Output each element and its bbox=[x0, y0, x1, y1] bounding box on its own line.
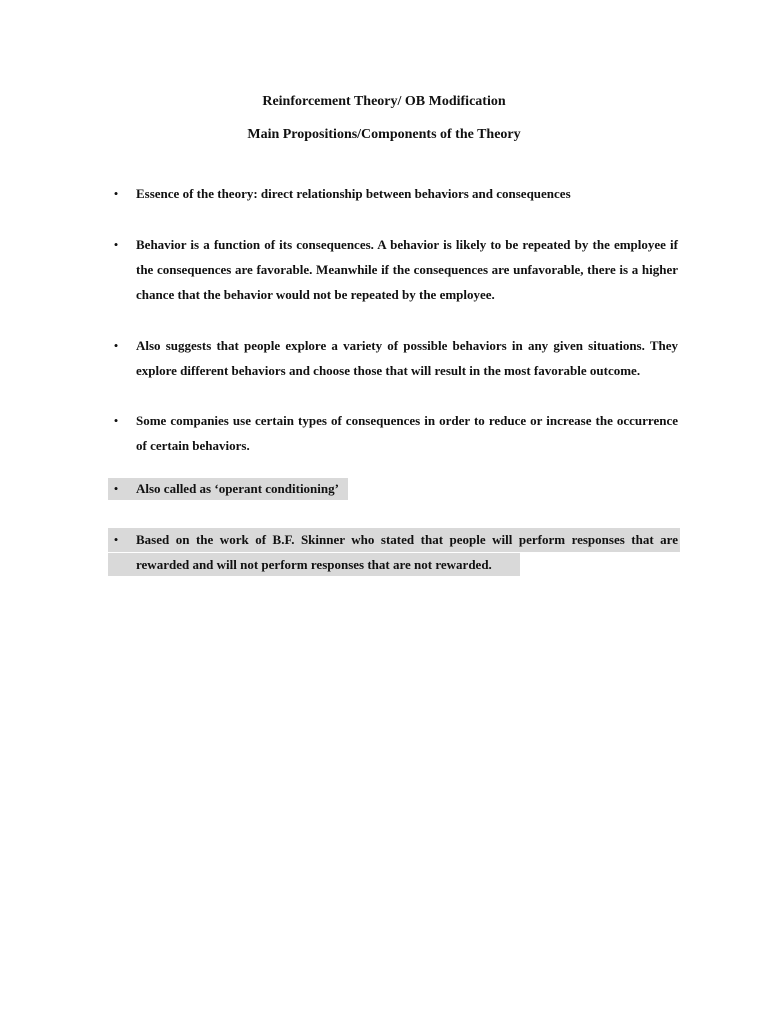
bullet-icon: • bbox=[113, 481, 119, 496]
bullet-icon: • bbox=[113, 413, 119, 428]
bullet-text: Some companies use certain types of consequences in order to reduce or increase the occurrence of certain behaviors. bbox=[136, 413, 678, 453]
bullet-text: Essence of the theory: direct relationship between behaviors and consequences bbox=[136, 186, 571, 201]
bullet-icon: • bbox=[113, 532, 119, 547]
bullet-text: Also suggests that people explore a variety of possible behaviors in any given situations. They explore different behaviors and choose those that will result in the most favorable outcome. bbox=[136, 338, 678, 378]
page-title: Reinforcement Theory/ OB Modification bbox=[262, 94, 506, 109]
bullet-icon: • bbox=[113, 237, 119, 252]
bullet-icon: • bbox=[113, 186, 119, 201]
bullet-text: Also called as ‘operant conditioning’ bbox=[136, 481, 339, 496]
bullet-icon: • bbox=[113, 338, 119, 353]
bullet-text: Based on the work of B.F. Skinner who stated that people will perform responses that are rewarded and will not perform responses that are not rewarded. bbox=[136, 532, 678, 572]
bullet-text: Behavior is a function of its consequences. A behavior is likely to be repeated by the employee if the consequences are favorable. Meanwhile if the consequences are unfavorable, there is a higher chance that the behavior would not be repeated by the employee. bbox=[136, 237, 678, 302]
page-subtitle: Main Propositions/Components of the Theory bbox=[247, 127, 521, 142]
